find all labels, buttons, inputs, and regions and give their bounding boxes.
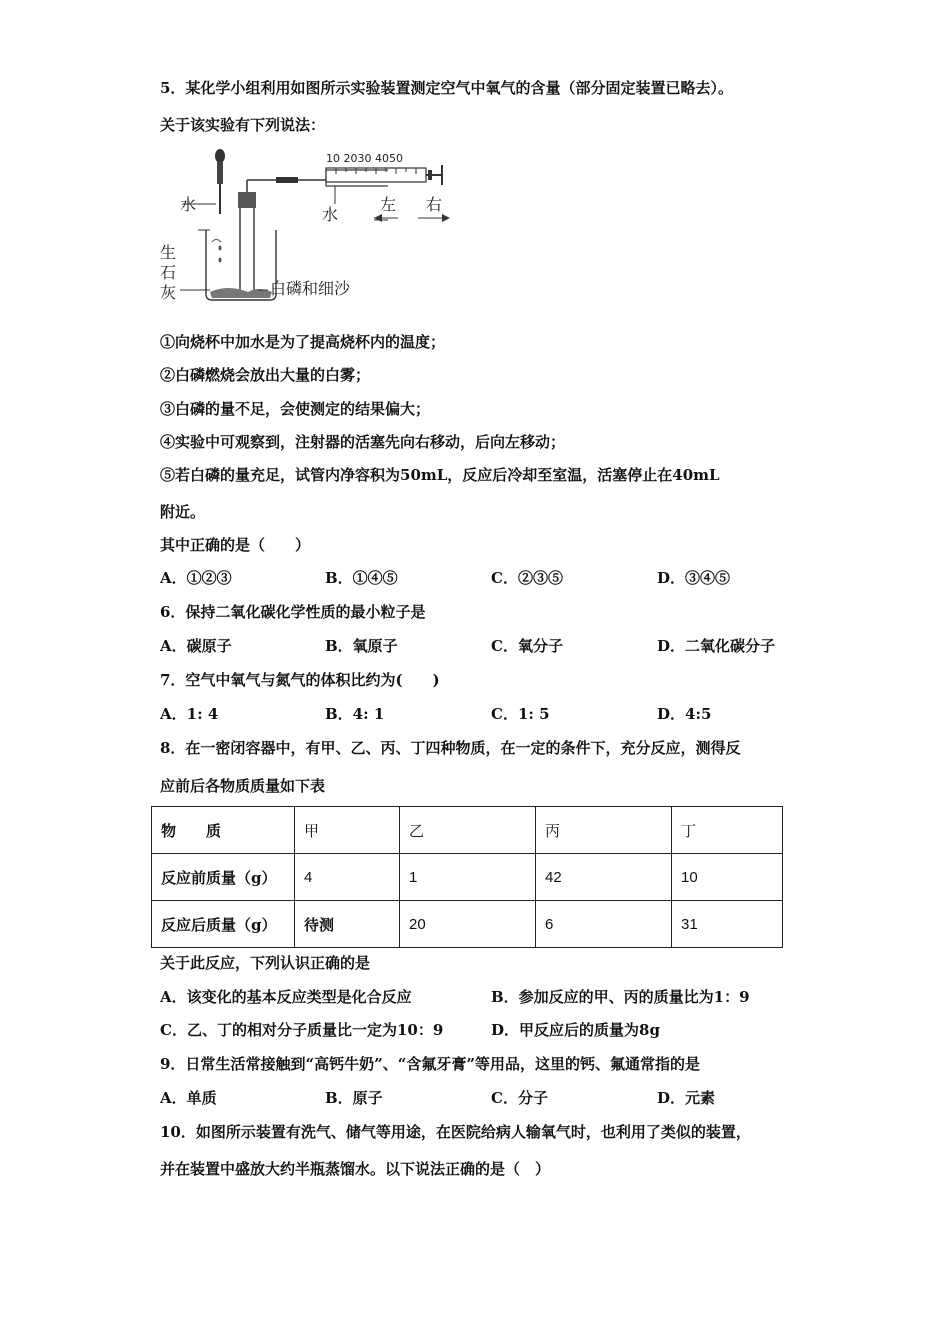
table-header-row bbox=[152, 807, 783, 854]
arrow-left-icon bbox=[374, 214, 398, 222]
q5-option-c[interactable]: C．②③⑤ bbox=[491, 569, 563, 587]
table-cell: 6 bbox=[536, 901, 672, 948]
q8-ask: 关于此反应，下列认识正确的是 bbox=[160, 954, 371, 972]
q5-stem-line1: 5．某化学小组利用如图所示实验装置测定空气中氧气的含量（部分固定装置已略去）。 bbox=[160, 79, 733, 97]
label-right: 右 bbox=[426, 195, 443, 214]
table-header-cell: 甲 bbox=[295, 807, 400, 854]
syringe-barrel-icon bbox=[326, 165, 442, 185]
q5-option-b[interactable]: B．①④⑤ bbox=[325, 569, 398, 587]
q8-option-c[interactable]: C．乙、丁的相对分子质量比一定为10：9 bbox=[160, 1021, 444, 1039]
q6-option-c[interactable]: C．氧分子 bbox=[491, 637, 563, 655]
table-cell: 42 bbox=[536, 854, 672, 901]
q7-option-b[interactable]: B．4: 1 bbox=[325, 705, 385, 723]
q6-stem: 6．保持二氧化碳化学性质的最小粒子是 bbox=[160, 603, 426, 621]
q8-stem-line1: 8．在一密闭容器中，有甲、乙、丙、丁四种物质，在一定的条件下，充分反应，测得反 bbox=[160, 739, 741, 757]
q5-item-2: ②白磷燃烧会放出大量的白雾； bbox=[160, 366, 371, 384]
table-header-cell: 丙 bbox=[536, 807, 672, 854]
q5-syringe-figure bbox=[318, 148, 458, 228]
arrow-right-icon bbox=[418, 214, 450, 222]
q7-option-d[interactable]: D．4:5 bbox=[657, 705, 712, 723]
q8-option-a[interactable]: A．该变化的基本反应类型是化合反应 bbox=[160, 988, 412, 1006]
q9-option-d[interactable]: D．元素 bbox=[657, 1089, 716, 1107]
table-cell: 反应后质量（g） bbox=[152, 901, 295, 948]
q10-stem-line2: 并在装置中盛放大约半瓶蒸馏水。以下说法正确的是（ ） bbox=[160, 1160, 551, 1178]
q5-item-5: ⑤若白磷的量充足，试管内净容积为50mL，反应后冷却至室温，活塞停止在40mL bbox=[160, 466, 720, 484]
q5-option-a[interactable]: A．①②③ bbox=[160, 569, 232, 587]
q8-stem-line2: 应前后各物质质量如下表 bbox=[160, 777, 326, 795]
q10-stem-line1: 10．如图所示装置有洗气、储气等用途，在医院给病人输氧气时，也利用了类似的装置， bbox=[160, 1123, 751, 1141]
q7-option-c[interactable]: C．1: 5 bbox=[491, 705, 550, 723]
q9-option-c[interactable]: C．分子 bbox=[491, 1089, 548, 1107]
q5-item-3: ③白磷的量不足，会使测定的结果偏大； bbox=[160, 400, 431, 418]
q6-option-b[interactable]: B．氧原子 bbox=[325, 637, 398, 655]
q9-stem: 9．日常生活常接触到“高钙牛奶”、“含氟牙膏”等用品，这里的钙、氟通常指的是 bbox=[160, 1055, 700, 1073]
label-phosphorus: 白磷和细沙 bbox=[270, 279, 351, 298]
label-lime-1: 生 bbox=[160, 243, 177, 262]
table-header-cell: 乙 bbox=[400, 807, 536, 854]
q6-option-d[interactable]: D．二氧化碳分子 bbox=[657, 637, 776, 655]
q9-option-a[interactable]: A．单质 bbox=[160, 1089, 217, 1107]
table-cell: 10 bbox=[672, 854, 783, 901]
table-row bbox=[152, 901, 783, 948]
q8-mass-table bbox=[151, 806, 783, 948]
q5-item-1: ①向烧杯中加水是为了提高烧杯内的温度； bbox=[160, 333, 446, 351]
label-water-left: 水 bbox=[180, 195, 197, 214]
dropper-icon bbox=[215, 149, 225, 214]
table-row bbox=[152, 854, 783, 901]
syringe-scale-text: 10 2030 4050 bbox=[326, 152, 403, 165]
test-tube-icon bbox=[238, 177, 326, 294]
table-header-cell: 物 质 bbox=[152, 807, 295, 854]
q5-ask: 其中正确的是（ ） bbox=[160, 536, 311, 554]
table-cell: 待测 bbox=[295, 901, 400, 948]
table-cell: 反应前质量（g） bbox=[152, 854, 295, 901]
q7-stem: 7．空气中氧气与氮气的体积比约为( ) bbox=[160, 671, 440, 689]
label-left: 左 bbox=[380, 195, 397, 214]
q8-option-d[interactable]: D．甲反应后的质量为8g bbox=[491, 1021, 660, 1039]
q5-option-d[interactable]: D．③④⑤ bbox=[657, 569, 731, 587]
q6-option-a[interactable]: A．碳原子 bbox=[160, 637, 232, 655]
q5-item-5-cont: 附近。 bbox=[160, 503, 206, 521]
q5-item-4: ④实验中可观察到，注射器的活塞先向右移动，后向左移动； bbox=[160, 433, 566, 451]
table-cell: 20 bbox=[400, 901, 536, 948]
q7-option-a[interactable]: A．1: 4 bbox=[160, 705, 219, 723]
table-cell: 1 bbox=[400, 854, 536, 901]
table-cell: 31 bbox=[672, 901, 783, 948]
q9-option-b[interactable]: B．原子 bbox=[325, 1089, 383, 1107]
label-water-right: 水 bbox=[322, 205, 339, 224]
q5-stem-line2: 关于该实验有下列说法： bbox=[160, 116, 326, 134]
q8-option-b[interactable]: B．参加反应的甲、丙的质量比为1：9 bbox=[491, 988, 750, 1006]
label-lime-2: 石 bbox=[160, 263, 177, 282]
table-cell: 4 bbox=[295, 854, 400, 901]
table-header-cell: 丁 bbox=[672, 807, 783, 854]
label-lime-3: 灰 bbox=[160, 283, 177, 302]
water-pointer-line bbox=[180, 186, 335, 290]
